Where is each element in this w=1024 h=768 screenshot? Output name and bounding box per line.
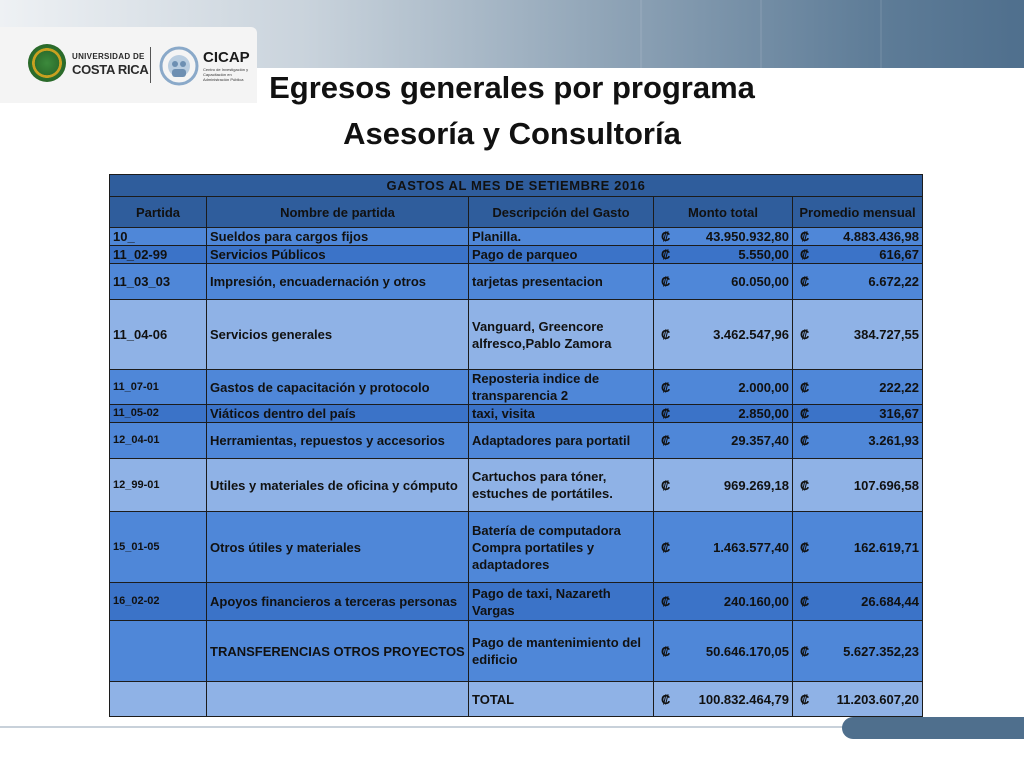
cell-descripcion: taxi, visita [469, 405, 654, 423]
header-nombre: Nombre de partida [207, 197, 469, 228]
cell-nombre: Servicios generales [207, 300, 469, 370]
cell-monto [654, 459, 793, 512]
cell-monto [654, 621, 793, 682]
colon-symbol: ₡ [661, 594, 671, 609]
colon-symbol: ₡ [661, 691, 671, 707]
cell-descripcion: Cartuchos para tóner, estuches de portátiles. [469, 459, 654, 512]
cell-partida: 11_04-06 [110, 300, 207, 370]
promedio-value: 162.619,71 [853, 539, 919, 555]
cell-partida: 11_02-99 [110, 246, 207, 264]
colon-symbol: ₡ [800, 594, 810, 609]
table-row [110, 300, 923, 370]
colon-symbol: ₡ [800, 433, 810, 448]
promedio-value: 316,67 [879, 406, 919, 421]
colon-symbol: ₡ [661, 247, 671, 262]
cell-monto [654, 512, 793, 583]
table-row [110, 423, 923, 459]
cell-promedio [793, 459, 923, 512]
table-row [110, 370, 923, 405]
cell-monto [654, 423, 793, 459]
total-promedio [793, 682, 923, 717]
cell-nombre: Sueldos para cargos fijos [207, 228, 469, 246]
monto-value: 100.832.464,79 [698, 691, 789, 707]
total-label: TOTAL [469, 682, 654, 717]
cell-nombre: Herramientas, repuestos y accesorios [207, 423, 469, 459]
expenses-table [109, 174, 923, 717]
cell-promedio [793, 423, 923, 459]
promedio-value: 3.261,93 [868, 433, 919, 448]
monto-value: 3.462.547,96 [713, 327, 789, 342]
table-banner: GASTOS AL MES DE SETIEMBRE 2016 [110, 175, 923, 197]
header-monto: Monto total [654, 197, 793, 228]
cell-promedio [793, 300, 923, 370]
colon-symbol: ₡ [800, 379, 810, 395]
cell-partida: 12_99-01 [110, 459, 207, 512]
colon-symbol: ₡ [800, 247, 810, 262]
cell-promedio [793, 512, 923, 583]
colon-symbol: ₡ [661, 406, 671, 421]
cell-descripcion: Reposteria indice de transparencia 2 [469, 370, 654, 405]
cell-partida: 12_04-01 [110, 423, 207, 459]
cell-partida [110, 621, 207, 682]
monto-value: 50.646.170,05 [705, 643, 789, 659]
cell-descripcion: Pago de taxi, Nazareth Vargas [469, 583, 654, 621]
colon-symbol: ₡ [661, 643, 671, 659]
promedio-value: 5.627.352,23 [843, 643, 919, 659]
cell-nombre: Utiles y materiales de oficina y cómputo [207, 459, 469, 512]
cicap-logo-subtitle: Centro de Investigación y Capacitación en Administración Pública [203, 67, 249, 82]
cell-promedio [793, 583, 923, 621]
promedio-value: 222,22 [879, 379, 919, 395]
cell-promedio [793, 405, 923, 423]
cell-descripcion: Adaptadores para portatil [469, 423, 654, 459]
header-promedio: Promedio mensual [793, 197, 923, 228]
cell-promedio [793, 228, 923, 246]
cell-monto [654, 264, 793, 300]
table-row [110, 583, 923, 621]
cell-descripcion: Pago de parqueo [469, 246, 654, 264]
footer-line [0, 726, 900, 728]
table-row [110, 246, 923, 264]
cell-monto [654, 583, 793, 621]
footer-accent [842, 717, 1024, 739]
table-row [110, 459, 923, 512]
colon-symbol: ₡ [661, 539, 671, 555]
cell-nombre: Servicios Públicos [207, 246, 469, 264]
colon-symbol: ₡ [661, 274, 671, 289]
colon-symbol: ₡ [661, 229, 671, 244]
cell-partida: 16_02-02 [110, 583, 207, 621]
header-partida: Partida [110, 197, 207, 228]
colon-symbol: ₡ [800, 274, 810, 289]
ucr-logo-line2: COSTA RICA [72, 62, 149, 77]
cell-partida: 15_01-05 [110, 512, 207, 583]
promedio-value: 107.696,58 [853, 477, 919, 493]
ucr-logo-line1: UNIVERSIDAD DE [72, 52, 145, 61]
cell-nombre: Apoyos financieros a terceras personas [207, 583, 469, 621]
cell-nombre: Viáticos dentro del país [207, 405, 469, 423]
cell-descripcion: tarjetas presentacion [469, 264, 654, 300]
cell-monto [654, 405, 793, 423]
monto-value: 43.950.932,80 [705, 229, 789, 244]
page-subtitle: Asesoría y Consultoría [343, 116, 681, 151]
cell-promedio [793, 246, 923, 264]
promedio-value: 384.727,55 [853, 327, 919, 342]
monto-value: 5.550,00 [738, 247, 789, 262]
page-title: Egresos generales por programa [269, 70, 755, 105]
cell-monto [654, 300, 793, 370]
monto-value: 29.357,40 [731, 433, 789, 448]
cell-promedio [793, 621, 923, 682]
colon-symbol: ₡ [800, 691, 810, 707]
cell-empty [207, 682, 469, 717]
colon-symbol: ₡ [661, 433, 671, 448]
cell-descripcion: Vanguard, Greencore alfresco,Pablo Zamora [469, 300, 654, 370]
table-row [110, 228, 923, 246]
monto-value: 2.850,00 [738, 406, 789, 421]
cicap-logo-name: CICAP [203, 49, 250, 66]
cell-partida: 11_05-02 [110, 405, 207, 423]
promedio-value: 11.203.607,20 [836, 691, 919, 707]
cell-empty [110, 682, 207, 717]
table-row [110, 405, 923, 423]
cell-descripcion: Planilla. [469, 228, 654, 246]
colon-symbol: ₡ [800, 539, 810, 555]
table-row [110, 512, 923, 583]
cell-monto [654, 370, 793, 405]
colon-symbol: ₡ [800, 229, 810, 244]
cell-nombre: Impresión, encuadernación y otros [207, 264, 469, 300]
total-row [110, 682, 923, 717]
cell-partida: 11_07-01 [110, 370, 207, 405]
cell-partida: 10_ [110, 228, 207, 246]
total-monto [654, 682, 793, 717]
colon-symbol: ₡ [661, 327, 671, 342]
monto-value: 2.000,00 [738, 379, 789, 395]
cell-monto [654, 228, 793, 246]
header-descripcion: Descripción del Gasto [469, 197, 654, 228]
promedio-value: 616,67 [879, 247, 919, 262]
promedio-value: 26.684,44 [861, 594, 919, 609]
colon-symbol: ₡ [800, 643, 810, 659]
colon-symbol: ₡ [661, 477, 671, 493]
colon-symbol: ₡ [800, 477, 810, 493]
cell-nombre: Otros útiles y materiales [207, 512, 469, 583]
cell-nombre: Gastos de capacitación y protocolo [207, 370, 469, 405]
cell-nombre: TRANSFERENCIAS OTROS PROYECTOS [207, 621, 469, 682]
colon-symbol: ₡ [661, 379, 671, 395]
colon-symbol: ₡ [800, 327, 810, 342]
cell-promedio [793, 370, 923, 405]
monto-value: 60.050,00 [731, 274, 789, 289]
monto-value: 240.160,00 [723, 594, 789, 609]
promedio-value: 4.883.436,98 [843, 229, 919, 244]
cell-descripcion: Batería de computadora Compra portatiles y adaptadores [469, 512, 654, 583]
cell-partida: 11_03_03 [110, 264, 207, 300]
table-row [110, 264, 923, 300]
cell-promedio [793, 264, 923, 300]
colon-symbol: ₡ [800, 406, 810, 421]
table-row [110, 621, 923, 682]
cell-monto [654, 246, 793, 264]
monto-value: 1.463.577,40 [713, 539, 789, 555]
cell-descripcion: Pago de mantenimiento del edificio [469, 621, 654, 682]
promedio-value: 6.672,22 [868, 274, 919, 289]
monto-value: 969.269,18 [723, 477, 789, 493]
